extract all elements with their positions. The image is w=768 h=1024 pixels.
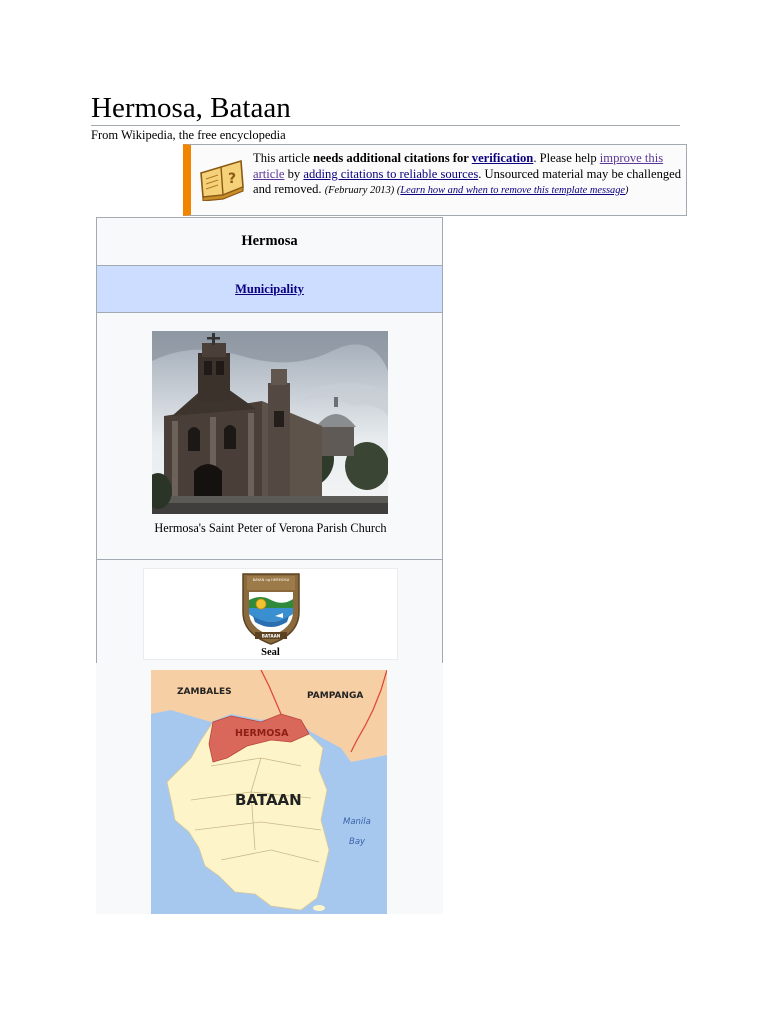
map-label-zambales: ZAMBALES <box>177 687 232 697</box>
learn-how-link[interactable]: Learn how and when to remove this template message <box>400 185 626 196</box>
locator-map[interactable] <box>151 670 387 914</box>
map-label-pampanga: PAMPANGA <box>307 691 364 701</box>
municipality-link[interactable]: Municipality <box>235 281 304 296</box>
site-tagline: From Wikipedia, the free encyclopedia <box>91 128 286 142</box>
notice-text-4: by <box>284 166 304 181</box>
infobox <box>96 217 443 914</box>
page-title: Hermosa, Bataan <box>91 92 291 124</box>
seal-bottom-text: BATAAN <box>261 633 281 639</box>
svg-text:?: ? <box>227 171 237 187</box>
seal-label: Seal <box>261 647 280 658</box>
notice-text-1: This article <box>253 151 314 165</box>
notice-bold-text: needs additional citations for <box>313 151 472 165</box>
map-island <box>313 905 325 911</box>
infobox-title: Hermosa <box>96 217 443 265</box>
infobox-seal-cell <box>96 560 443 663</box>
infobox-image-cell <box>96 313 443 560</box>
seal-top-text: BAYAN ng HERMOSA <box>252 578 290 582</box>
map-label-bataan: BATAAN <box>235 791 302 809</box>
notice-text-5: . Unsourced material may be challenged and removed. <box>253 166 682 196</box>
book-question-icon <box>197 157 247 201</box>
notice-paren-close: ) <box>625 185 629 196</box>
map-label-bay: Bay <box>349 837 366 847</box>
map-label-manila: Manila <box>343 817 371 827</box>
notice-paren-open: ( <box>394 185 401 196</box>
improve-article-link[interactable]: improve this article <box>253 151 664 181</box>
photo-caption: Hermosa's Saint Peter of Verona Parish Church <box>154 521 387 535</box>
adding-citations-link[interactable]: adding citations to reliable sources <box>303 166 479 181</box>
infobox-subheader <box>96 265 443 313</box>
church-photo[interactable] <box>152 331 388 514</box>
notice-text-3: . Please help <box>533 151 600 165</box>
notice-text <box>253 151 683 199</box>
title-divider <box>91 125 680 126</box>
seal-frame <box>143 568 398 660</box>
municipal-seal-icon[interactable] <box>241 572 301 646</box>
verification-link[interactable]: verification <box>471 151 534 165</box>
notice-date: (February 2013) <box>324 185 395 196</box>
citation-needed-notice <box>183 144 687 216</box>
map-label-hermosa: HERMOSA <box>235 728 289 739</box>
